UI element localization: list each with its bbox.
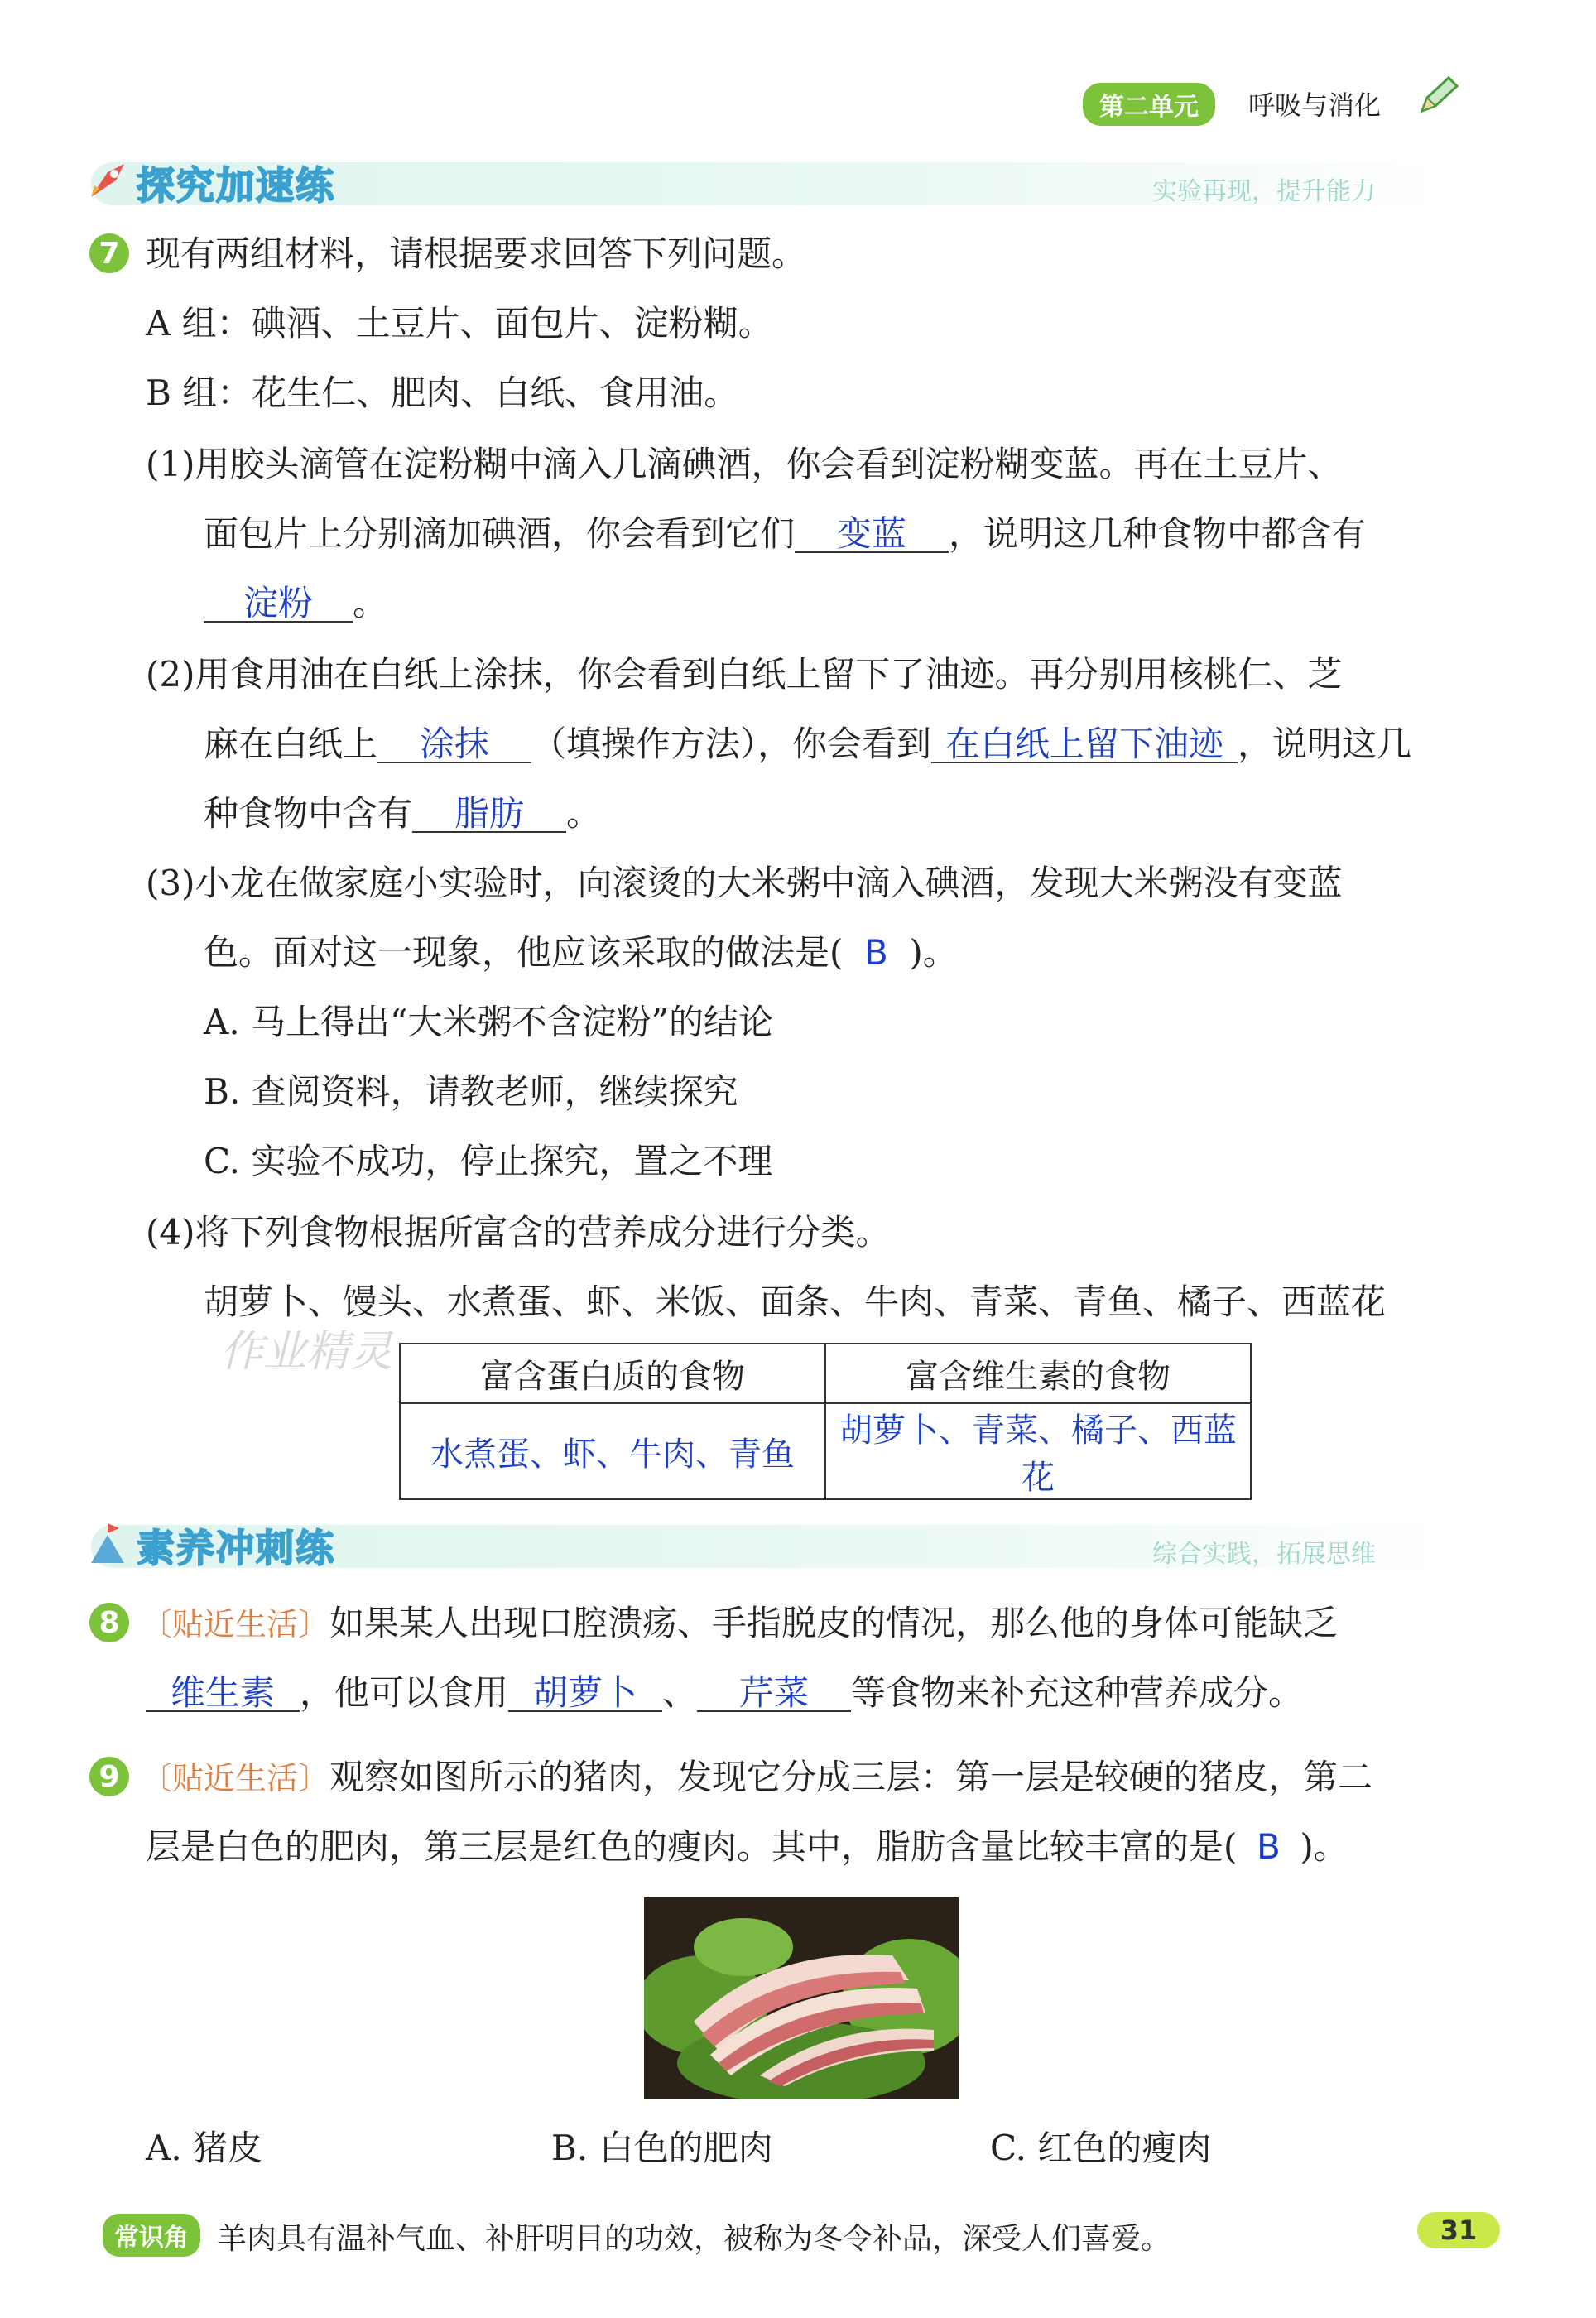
- q9-option-b: B. 白色的肥肉: [551, 2128, 773, 2168]
- q9-line1: [141, 1757, 1373, 1797]
- q9-option-a: A. 猪皮: [146, 2128, 263, 2168]
- table-cell-vitamin[interactable]: 胡萝卜、青菜、橘子、西蓝花: [825, 1403, 1251, 1499]
- q7-p2-blank-2[interactable]: 在白纸上留下油迹: [931, 727, 1238, 763]
- watermark: 作业精灵: [220, 1327, 393, 1377]
- q8-blank-3[interactable]: 芹菜: [697, 1676, 851, 1712]
- q9-line2: [146, 1826, 1348, 1867]
- q9-tag: 〔贴近生活〕: [141, 1760, 330, 1796]
- q7-p1-blank-2[interactable]: 淀粉: [204, 586, 353, 623]
- q7-p1-end: 。: [353, 583, 388, 623]
- q7-p3-line1: (3)小龙在做家庭小实验时，向滚烫的大米粥中滴入碘酒，发现大米粥没有变蓝: [146, 863, 1343, 903]
- section-title-2: 素养冲刺练: [137, 1526, 335, 1570]
- q7-p4-foods: 胡萝卜、馒头、水煮蛋、虾、米饭、面条、牛肉、青菜、青鱼、橘子、西蓝花: [204, 1282, 1387, 1322]
- q7-p2-blank-1[interactable]: 涂抹: [377, 727, 531, 763]
- q7-p3-option-c: C. 实验不成功，停止探究，置之不理: [204, 1141, 773, 1181]
- q7-p2-line1: (2)用食用油在白纸上涂抹，你会看到白纸上留下了油迹。再分别用核桃仁、芝: [146, 654, 1343, 695]
- q8-text-3: 等食物来补充这种营养成分。: [851, 1672, 1304, 1713]
- q7-p1-line1: (1)用胶头滴管在淀粉糊中滴入几滴碘酒，你会看到淀粉糊变蓝。再在土豆片、: [146, 444, 1343, 484]
- table-cell-protein[interactable]: 水煮蛋、虾、牛肉、青鱼: [400, 1403, 825, 1499]
- q9-text-3: )。: [1300, 1826, 1348, 1867]
- q7-p4-line1: (4)将下列食物根据所富含的营养成分进行分类。: [146, 1212, 891, 1253]
- q7-p1-line3: [204, 583, 388, 623]
- unit-badge: 第二单元: [1083, 83, 1215, 126]
- nutrition-table: [399, 1343, 1252, 1500]
- section-subtitle-2: 综合实践，拓展思维: [1152, 1540, 1376, 1569]
- rocket-icon: [83, 156, 132, 209]
- q7-p2-text-d: 种食物中含有: [204, 793, 413, 834]
- q7-p2-line3: [204, 793, 602, 834]
- q7-p1-blank-1[interactable]: 变蓝: [795, 517, 949, 553]
- mountain-flag-icon: [86, 1520, 136, 1573]
- q8-line1: [141, 1603, 1339, 1643]
- page-number: 31: [1417, 2212, 1500, 2248]
- q7-group-b: B 组：花生仁、肥肉、白纸、食用油。: [146, 373, 739, 413]
- question-number-8: 8: [89, 1603, 129, 1642]
- q9-text-1: 观察如图所示的猪肉，发现它分成三层：第一层是较硬的猪皮，第二: [329, 1757, 1373, 1797]
- section-subtitle-1: 实验再现，提升能力: [1152, 177, 1376, 206]
- q9-text-2: 层是白色的肥肉，第三层是红色的瘦肉。其中，脂肪含量比较丰富的是(: [146, 1826, 1238, 1867]
- q7-p2-line2: [204, 724, 1412, 764]
- question-number-9: 9: [89, 1757, 129, 1796]
- q8-text-1: 如果某人出现口腔溃疡、手指脱皮的情况，那么他的身体可能缺乏: [329, 1603, 1339, 1643]
- pork-belly-image: [644, 1897, 959, 2099]
- section-title-1: 探究加速练: [137, 163, 335, 208]
- q7-group-a: A 组：碘酒、土豆片、面包片、淀粉糊。: [146, 303, 773, 344]
- q7-intro: 现有两组材料，请根据要求回答下列问题。: [146, 233, 807, 274]
- q7-p3-text-a: 色。面对这一现象，他应该采取的做法是(: [204, 932, 844, 973]
- q7-p2-blank-3[interactable]: 脂肪: [412, 796, 566, 833]
- footer-tip: 羊肉具有温补气血、补肝明目的功效，被称为冬令补品，深受人们喜爱。: [217, 2222, 1171, 2256]
- q9-option-c: C. 红色的瘦肉: [990, 2128, 1212, 2168]
- q8-tag: 〔贴近生活〕: [141, 1606, 330, 1642]
- q8-text-2: ，他可以食用: [300, 1672, 509, 1713]
- table-row: [400, 1403, 1251, 1499]
- q7-p2-text-b: （填操作方法），你会看到: [531, 724, 932, 764]
- table-header-vitamin: 富含维生素的食物: [825, 1344, 1251, 1403]
- footer-badge: 常识角: [103, 2214, 200, 2257]
- q8-sep: 、: [662, 1672, 698, 1713]
- q7-p2-end: 。: [566, 793, 602, 834]
- q7-p1-line2: [204, 513, 1367, 554]
- q8-line2: [146, 1672, 1304, 1713]
- q7-p1-text-a: 面包片上分别滴加碘酒，你会看到它们: [204, 513, 796, 554]
- q8-blank-1[interactable]: 维生素: [146, 1676, 300, 1712]
- q7-p2-text-c: ，说明这几: [1238, 724, 1412, 764]
- unit-title: 呼吸与消化: [1248, 89, 1382, 121]
- q7-p2-text-a: 麻在白纸上: [204, 724, 378, 764]
- q7-p3-option-b: B. 查阅资料，请教老师，继续探究: [204, 1071, 738, 1112]
- q7-p3-line2: [204, 932, 958, 973]
- q7-p3-text-b: )。: [909, 932, 958, 973]
- q7-p3-option-a: A. 马上得出“大米粥不含淀粉”的结论: [204, 1002, 773, 1042]
- q7-p3-answer[interactable]: B: [863, 932, 888, 973]
- table-header-row: [400, 1344, 1251, 1403]
- q9-answer[interactable]: B: [1256, 1826, 1281, 1867]
- question-number-7: 7: [89, 233, 129, 273]
- table-header-protein: 富含蛋白质的食物: [400, 1344, 825, 1403]
- q7-p1-text-b: ，说明这几种食物中都含有: [949, 513, 1367, 554]
- q8-blank-2[interactable]: 胡萝卜: [508, 1676, 662, 1712]
- pencil-icon: [1416, 73, 1462, 123]
